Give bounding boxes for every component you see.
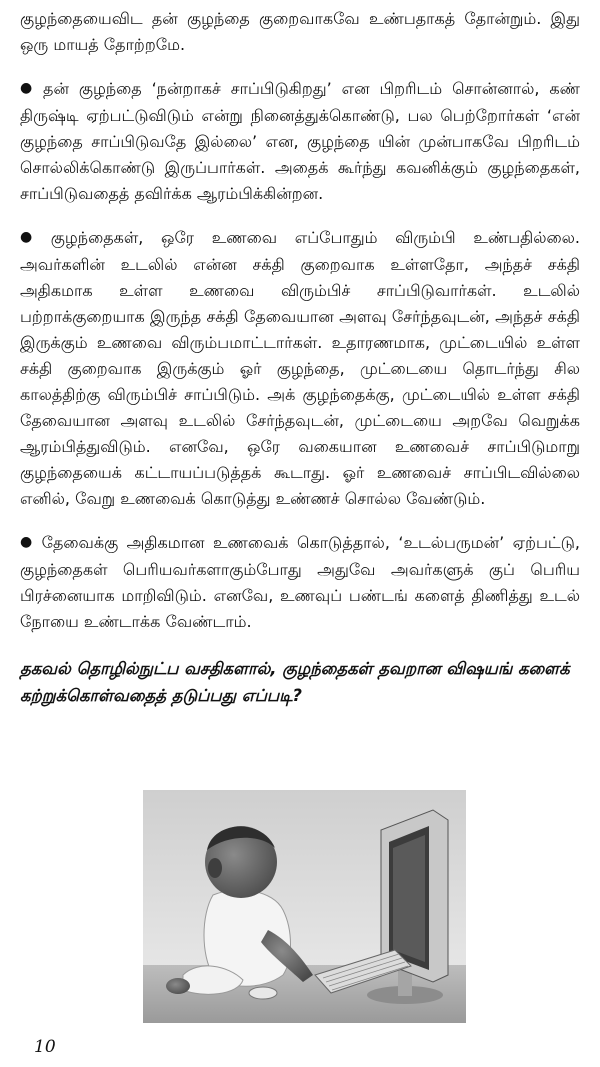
bullet-paragraph-food-preference [20, 225, 580, 512]
bullet-icon: ● [20, 80, 38, 96]
paragraph-intro [20, 6, 580, 58]
bullet-icon: ● [20, 229, 45, 245]
bullet-paragraph-evil-eye [20, 76, 580, 207]
paragraph-text: குழந்தையைவிட தன் குழந்தை குறைவாகவே உண்பதாகத் தோன்றும். இது ஒரு மாயத் தோற்றமே. [20, 9, 580, 54]
bullet-icon: ● [20, 534, 36, 550]
bullet-paragraph-obesity [20, 530, 580, 635]
paragraph-text: தன் குழந்தை ‘நன்றாகச் சாப்பிடுகிறது’ என பிறரிடம் சொன்னால், கண் திருஷ்டி ஏற்பட்டுவிடும் என்று நினைத்துக்கொண்டு, பல பெற்றோர்கள் ‘என் குழந்தை சாப்பிடுவதே இல்லை’ என, குழந்தை யின் முன்பாகவே பிறரிடம் சொல்லிக்கொண்டு இருப்பார்கள். அதைக் கூர்ந்து கவனிக்கும் குழந்தைகள், சாப்பிடுவதைத் தவிர்க்க ஆரம்பிக்கின்றன. [20, 79, 581, 203]
section-question: தகவல் தொழில்நுட்ப வசதிகளால், குழந்தைகள் தவறான விஷயங் களைக் கற்றுக்கொள்வதைத் தடுப்பது எப்படி? [20, 659, 570, 705]
paragraph-text: குழந்தைகள், ஒரே உணவை எப்போதும் விரும்பி உண்பதில்லை. அவர்களின் உடலில் என்ன சக்தி குறைவாக உள்ளதோ, அந்தச் சக்தி அதிகமாக உள்ள உணவை விரும்பிச் சாப்பிடுவார்கள். உடலில் பற்றாக்குறையாக இருந்த சக்தி தேவையான அளவு சேர்ந்தவுடன், அந்தச் சக்தி இருக்கும் உணவை விரும்பமாட்டார்கள். உதாரணமாக, முட்டையில் உள்ள சக்தி குறைவாக இருக்கும் ஓர் குழந்தை, முட்டையை தொடர்ந்து சில காலத்திற்கு விரும்பிச் சாப்பிடும். அக் குழந்தைக்கு, முட்டையில் உள்ள சக்தி தேவையான அளவு உடலில் சேர்ந்தவுடன், முட்டையை அறவே வெறுக்க ஆரம்பித்துவிடும். எனவே, ஒரே வகையான உணவைச் சாப்பிடுமாறு குழந்தையைக் கட்டாயப்படுத்தக் கூடாது. ஓர் உணவைச் சாப்பிடவில்லை எனில், வேறு உணவைக் கொடுத்து உண்ணச் சொல்ல வேண்டும். [20, 228, 580, 508]
page-number: 10 [34, 1037, 56, 1057]
paragraph-text: தேவைக்கு அதிகமான உணவைக் கொடுத்தால், ‘உடல்பருமன்’ ஏற்பட்டு, குழந்தைகள் பெரியவர்களாகும்போது அதுவே அவர்களுக் குப் பெரிய பிரச்னையாக மாறிவிடும். எனவே, உணவுப் பண்டங் களைத் திணித்து உடல் நோயை உண்டாக்க வேண்டாம். [20, 533, 580, 631]
baby-at-computer-photo [143, 790, 466, 1023]
